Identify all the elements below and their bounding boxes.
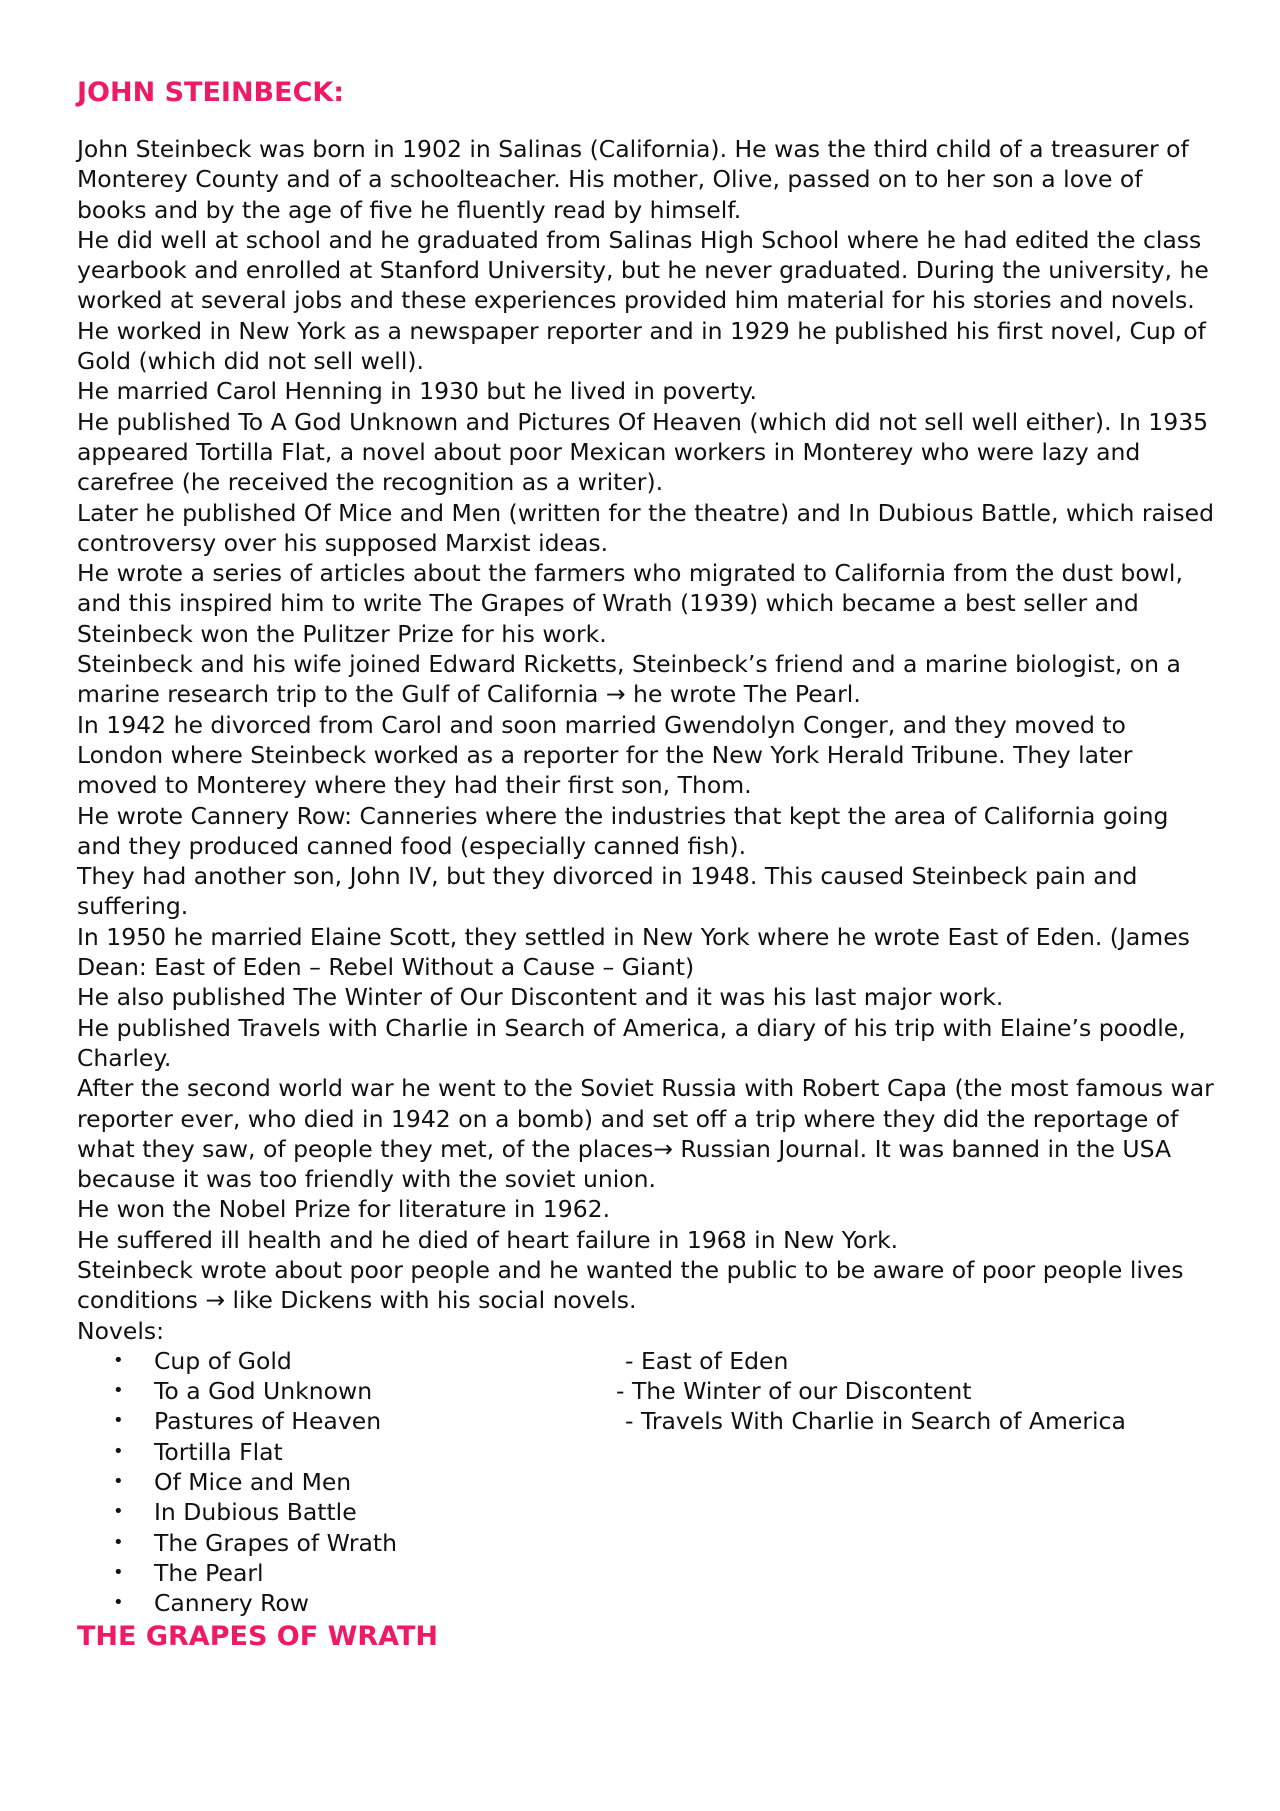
novel-title: The Grapes of Wrath: [154, 1528, 398, 1557]
list-item: - Travels With Charlie in Search of America: [625, 1407, 1126, 1436]
novels-label: Novels:: [77, 1316, 165, 1345]
paragraph: After the second world war he went to the Soviet Russia with Robert Capa (the most famous war reporter ever, who died in 1942 on a bomb) and set off a trip where they did the reportage of what they saw, of people they met, of the places→ Russian Journal. It was banned in the USA because it was too friendly with the soviet union.: [77, 1074, 1214, 1194]
list-item: [77, 1437, 397, 1467]
bullet-icon: •: [113, 1501, 124, 1523]
list-item: [77, 1497, 397, 1527]
biography-text: [77, 134, 1217, 1346]
paragraph: He did well at school and he graduated from Salinas High School where he had edited the class yearbook and enrolled at Stanford University, but he never graduated. During the university, he worked at several jobs and these experiences provided him material for his stories and novels.: [77, 225, 1209, 315]
list-item: - East of Eden: [625, 1346, 789, 1375]
novels-list-right: [616, 1346, 1126, 1437]
novel-title: In Dubious Battle: [154, 1498, 357, 1527]
bullet-icon: •: [113, 1471, 124, 1493]
page-title: JOHN STEINBECK:: [77, 77, 345, 108]
novel-title: Cannery Row: [154, 1589, 309, 1618]
paragraph: He published To A God Unknown and Pictures Of Heaven (which did not sell well either). In 1935 appeared Tortilla Flat, a novel about poor Mexican workers in Monterey who were lazy and carefree (he received the recognition as a writer).: [77, 407, 1209, 497]
paragraph: He married Carol Henning in 1930 but he lived in poverty.: [77, 377, 757, 406]
paragraph: Steinbeck and his wife joined Edward Ricketts, Steinbeck’s friend and a marine biologist, on a marine research trip to the Gulf of California → he wrote The Pearl.: [77, 650, 1181, 709]
novels-list-left: [77, 1346, 397, 1619]
paragraph: They had another son, John IV, but they divorced in 1948. This caused Steinbeck pain and suffering.: [77, 862, 1138, 921]
list-item: [77, 1558, 397, 1588]
paragraph: He published Travels with Charlie in Search of America, a diary of his trip with Elaine’s poodle, Charley.: [77, 1013, 1186, 1072]
list-item: [77, 1406, 397, 1436]
list-item: [77, 1346, 397, 1376]
bullet-icon: •: [113, 1349, 124, 1371]
paragraph: Steinbeck wrote about poor people and he wanted the public to be aware of poor people lives conditions → like Dickens with his social novels.: [77, 1255, 1184, 1315]
list-item: [77, 1467, 397, 1497]
paragraph: He wrote Cannery Row: Canneries where the industries that kept the area of California going and they produced canned food (especially canned fish).: [77, 801, 1169, 860]
paragraph: In 1942 he divorced from Carol and soon married Gwendolyn Conger, and they moved to London where Steinbeck worked as a reporter for the New York Herald Tribune. They later moved to Monterey where they had their first son, Thom.: [77, 710, 1133, 800]
bullet-icon: •: [113, 1531, 124, 1553]
bullet-icon: •: [113, 1592, 124, 1614]
section-heading: THE GRAPES OF WRATH: [77, 1620, 438, 1652]
paragraph: In 1950 he married Elaine Scott, they settled in New York where he wrote East of Eden. (James Dean: East of Eden – Rebel Without a Cause – Giant): [77, 922, 1190, 982]
novel-title: Pastures of Heaven: [154, 1407, 382, 1436]
novels-list: [77, 1346, 1217, 1618]
paragraph: He worked in New York as a newspaper reporter and in 1929 he published his first novel, Cup of Gold (which did not sell well).: [77, 316, 1206, 376]
bullet-icon: •: [113, 1380, 124, 1402]
paragraph: He won the Nobel Prize for literature in 1962.: [77, 1195, 611, 1224]
novel-title: Tortilla Flat: [154, 1437, 283, 1466]
novel-title: The Pearl: [154, 1558, 264, 1587]
bullet-icon: •: [113, 1561, 124, 1583]
list-item: [77, 1376, 397, 1406]
paragraph: He wrote a series of articles about the farmers who migrated to California from the dust bowl, and this inspired him to write The Grapes of Wrath (1939) which became a best seller and Steinbeck won the Pulitzer Prize for his work.: [77, 559, 1183, 648]
bullet-icon: •: [113, 1410, 124, 1432]
paragraph: He also published The Winter of Our Discontent and it was his last major work.: [77, 983, 1004, 1012]
paragraph: He suffered ill health and he died of heart failure in 1968 in New York.: [77, 1225, 899, 1254]
novel-title: To a God Unknown: [154, 1377, 373, 1406]
document-page: [77, 76, 1217, 1654]
paragraph: John Steinbeck was born in 1902 in Salinas (California). He was the third child of a treasurer of Monterey County and of a schoolteacher. His mother, Olive, passed on to her son a love of books and by the age of five he fluently read by himself.: [77, 135, 1189, 224]
novel-title: Of Mice and Men: [154, 1468, 352, 1497]
list-item: [77, 1528, 397, 1558]
paragraph: Later he published Of Mice and Men (written for the theatre) and In Dubious Battle, which raised controversy over his supposed Marxist ideas.: [77, 498, 1215, 557]
list-item: [77, 1588, 397, 1618]
bullet-icon: •: [113, 1440, 124, 1462]
list-item: - The Winter of our Discontent: [616, 1377, 972, 1406]
novel-title: Cup of Gold: [154, 1346, 292, 1375]
